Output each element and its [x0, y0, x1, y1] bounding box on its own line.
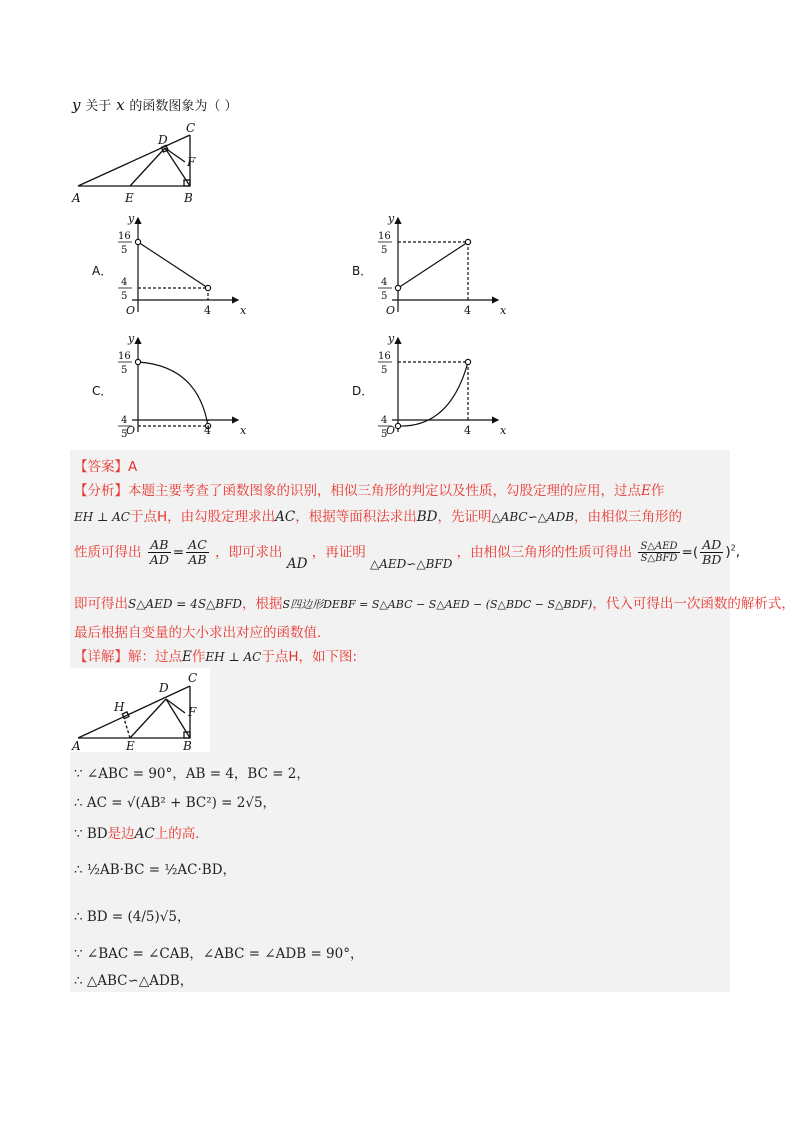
tick-4-num: 4 [121, 415, 128, 426]
svg-text:F: F [188, 705, 197, 719]
svg-text:C: C [188, 671, 198, 685]
tick-16-den: 5 [381, 365, 388, 376]
option-A-label[interactable]: A． [92, 264, 113, 278]
origin-label: O [126, 304, 136, 317]
option-D-label[interactable]: D． [352, 384, 374, 398]
answer-line: 【答案】A [74, 459, 138, 475]
tick-4-num: 4 [381, 277, 388, 288]
x-axis-label: x [500, 304, 507, 317]
step-5: ∴ BD = (4/5)√5， [74, 909, 191, 925]
option-graph-a [110, 210, 250, 320]
option-graph-c [110, 330, 250, 440]
detail-triangle-figure [70, 668, 210, 752]
tick-4-den: 5 [381, 291, 388, 302]
y-axis-label: y [388, 332, 395, 345]
label-A: A [72, 191, 81, 205]
stem-text-2: 的函数图象为（ ） [129, 99, 238, 114]
triangle-figure [70, 118, 210, 208]
question-stem: y 关于 x 的函数图象为（ ） [72, 96, 238, 114]
option-graph-d [370, 330, 510, 440]
tick-4-num: 4 [381, 415, 388, 426]
label-B: B [184, 191, 193, 205]
svg-text:B: B [183, 739, 192, 752]
label-C: C [186, 121, 196, 135]
svg-text:D: D [159, 681, 169, 695]
analysis-line-4: 即可得出S△AED = 4S△BFD，根据S四边形DEBF = S△ABC − S△AED − (S△BDC − S△BDF)，代入可得出一次函数的解析式， [74, 596, 795, 612]
frac-s-ratio: $\frac{\text{S△AED}}{\text{S△BFD}}$ [640, 540, 678, 564]
step-2: ∴ AC = √(AB² + BC²) = 2√5， [74, 795, 277, 811]
tick-16-den: 5 [121, 245, 128, 256]
frac-ad-bd: $\frac{AD}{BD}$ [702, 537, 722, 567]
y-axis-label: y [128, 332, 135, 345]
tick-4-den: 5 [121, 291, 128, 302]
frac-ac-ab: $\frac{AC}{AB}$ [188, 537, 207, 567]
step-7: ∴ △ABC∽△ADB， [74, 973, 194, 989]
option-B-label[interactable]: B． [352, 264, 373, 278]
x-tick-4: 4 [204, 304, 211, 317]
tick-16-den: 5 [381, 245, 388, 256]
analysis-line-2: EH ⊥ AC于点H，由勾股定理求出AC，根据等面积法求出BD，先证明△ABC∽△ADB，由相似三角形的 [74, 509, 683, 525]
analysis-line-5: 最后根据自变量的大小求出对应的函数值． [74, 625, 331, 641]
origin-label: O [386, 424, 396, 437]
svg-text:H: H [114, 700, 125, 714]
tick-16-num: 16 [118, 351, 131, 362]
y-axis-label: y [128, 212, 135, 225]
svg-text:E: E [126, 739, 135, 752]
label-E: E [125, 191, 134, 205]
x-axis-label: x [500, 424, 507, 437]
tick-4-num: 4 [121, 277, 128, 288]
step-4: ∴ ½AB·BC = ½AC·BD， [74, 862, 237, 878]
step-3: ∵ BD是边AC上的高． [74, 826, 209, 842]
detail-line-1: 【详解】解：过点E作EH ⊥ AC于点H，如下图: [74, 649, 358, 665]
origin-label: O [386, 304, 396, 317]
frac-ab-ad: $\frac{AB}{AD}$ [149, 537, 169, 567]
label-D: D [158, 133, 168, 147]
analysis-line-1: 【分析】本题主要考查了函数图象的识别，相似三角形的判定以及性质，勾股定理的应用，过点E作 [74, 483, 665, 499]
label-F: F [187, 155, 196, 169]
x-axis-label: x [240, 424, 247, 437]
x-tick-4: 4 [464, 304, 471, 317]
origin-label: O [126, 424, 136, 437]
option-graph-b [370, 210, 510, 320]
y-axis-label: y [388, 212, 395, 225]
tick-16-den: 5 [121, 365, 128, 376]
tick-16-num: 16 [378, 351, 391, 362]
tick-16-num: 16 [378, 231, 391, 242]
x-axis-label: x [240, 304, 247, 317]
step-6: ∵ ∠BAC = ∠CAB，∠ABC = ∠ADB = 90°， [74, 946, 364, 962]
analysis-line-3: 性质可得出 $\frac{AB}{AD}$ = $\frac{AC}{AB}$ ，即可求出 AD ，再证明 △AED∽△BFD ，由相似三角形的性质可得出 $\frac{\text{S△AED}}{\text{S△BFD}}$ =( $\frac{AD}{BD}$ )$^2$, [74, 537, 741, 573]
tick-16-num: 16 [118, 231, 131, 242]
x-tick-4: 4 [464, 424, 471, 437]
stem-text: 关于 [85, 99, 112, 114]
step-1: ∵ ∠ABC = 90°，AB = 4，BC = 2， [74, 766, 310, 782]
option-C-label[interactable]: C． [92, 384, 113, 398]
svg-text:A: A [72, 739, 81, 752]
x-tick-4: 4 [204, 424, 211, 437]
tick-4-den: 5 [381, 429, 388, 440]
tick-4-den: 5 [121, 429, 128, 440]
